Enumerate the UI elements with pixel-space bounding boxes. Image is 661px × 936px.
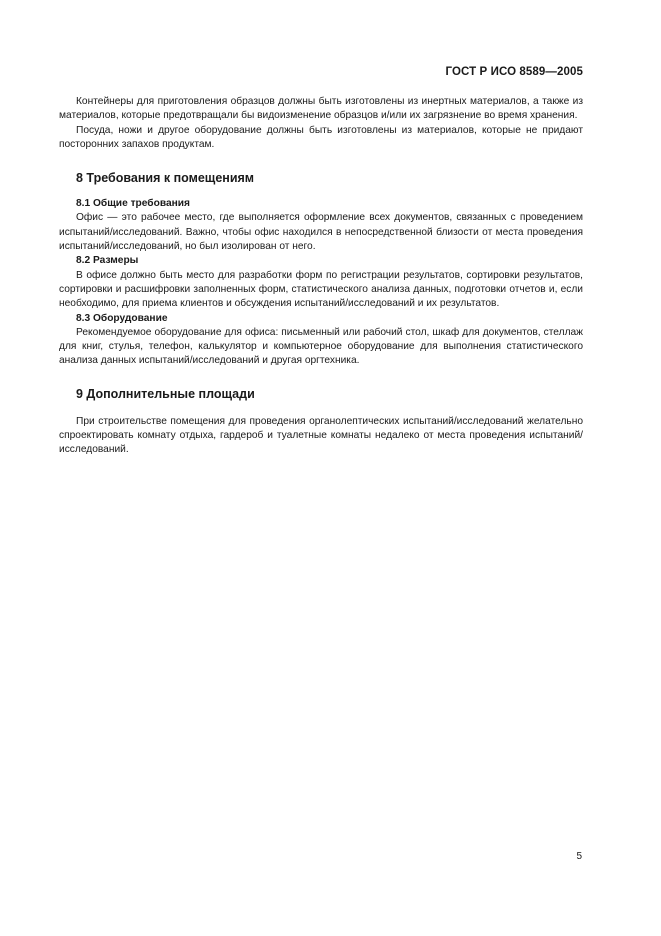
section-8-heading: 8 Требования к помещениям (76, 171, 255, 186)
subsection-8-3-text: Рекомендуемое оборудование для офиса: письменный или рабочий стол, шкаф для документов, стеллаж для книг, стулья, телефон, калькулятор и компьютерное оборудование для выполнения статистического анализа данных испытаний/исследований и другая оргтехника. (59, 326, 583, 367)
subsection-8-2-heading: 8.2 Размеры (76, 255, 139, 267)
subsection-8-2-text: В офисе должно быть место для разработки форм по регистрации результатов, сортировки результатов, сортировки и расшифровки заполненных форм, статистического анализа данных, подготовки отчетов и, если необходимо, для приема клиентов и обсуждения испытаний/исследований и их результатов. (59, 269, 583, 310)
intro-paragraph-utensils: Посуда, ножи и другое оборудование должны быть изготовлены из материалов, которые не придают посторонних запахов продуктам. (59, 124, 583, 150)
subsection-8-3-heading: 8.3 Оборудование (76, 312, 168, 324)
document-header: ГОСТ Р ИСО 8589—2005 (445, 66, 583, 78)
section-9-heading: 9 Дополнительные площади (76, 386, 255, 401)
subsection-8-1-heading: 8.1 Общие требования (76, 198, 190, 210)
section-9-text: При строительстве помещения для проведения органолептических испытаний/исследований желательно спроектировать комнату отдыха, гардероб и туалетные комнаты недалеко от места проведения испытаний/исследований. (59, 415, 583, 456)
page-number: 5 (576, 851, 582, 862)
intro-paragraph-containers: Контейнеры для приготовления образцов должны быть изготовлены из инертных материалов, а также из материалов, которые предотвращали бы видоизменение образцов и/или их загрязнение во время хранения. (59, 96, 583, 122)
subsection-8-1-text: Офис — это рабочее место, где выполняется оформление всех документов, связанных с проведением испытаний/исследований. Важно, чтобы офис находился в непосредственной близости от места проведения испытаний/исследований, но был изолирован от него. (59, 212, 583, 253)
page-content (59, 95, 583, 458)
